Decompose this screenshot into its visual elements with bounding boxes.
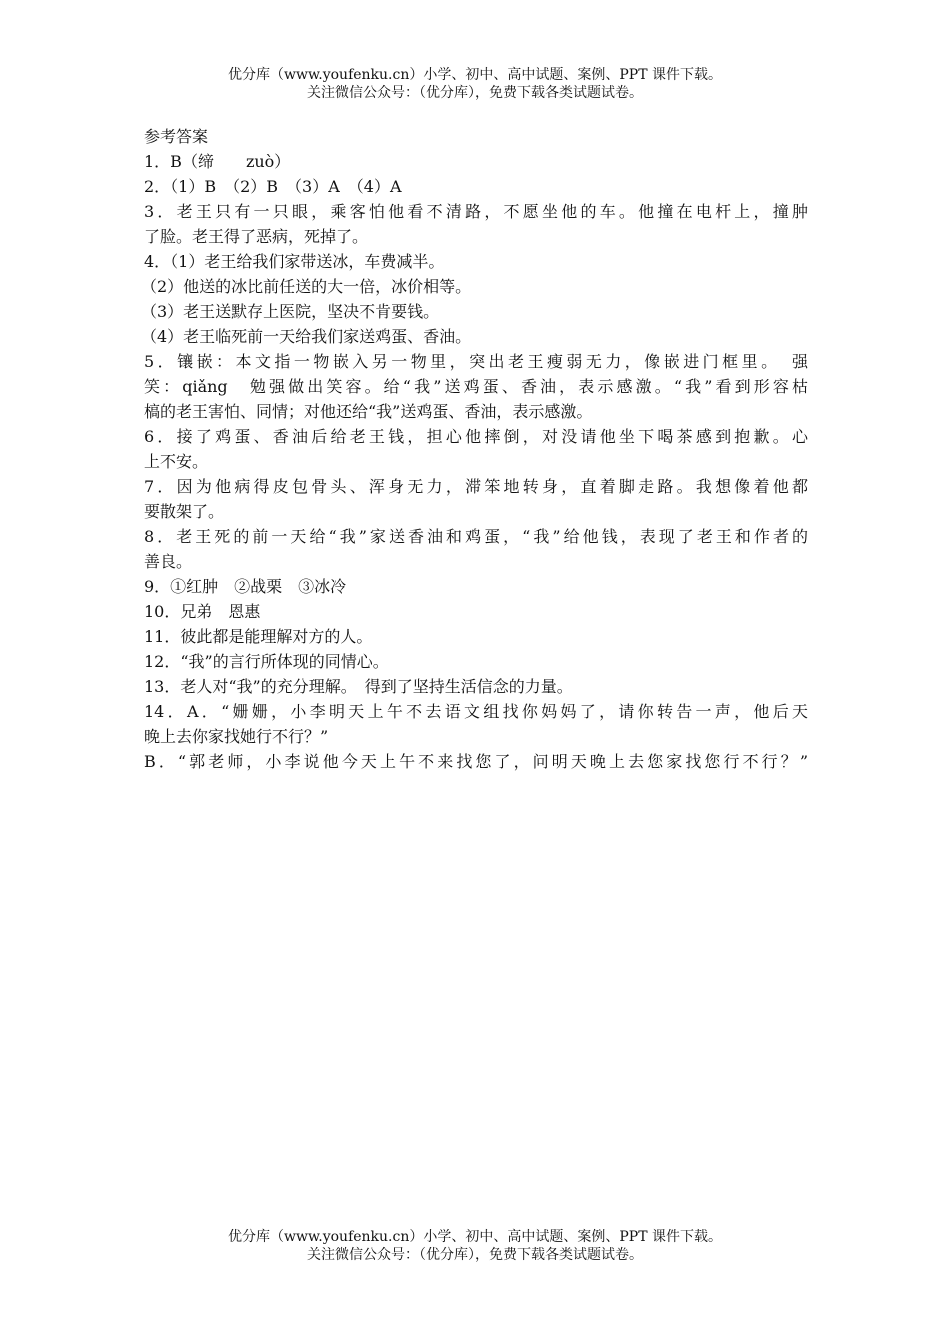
answer-q6-line-1: 6．接了鸡蛋、香油后给老王钱，担心他摔倒，对没请他坐下喝茶感到抱歉。心 [144,427,808,446]
footer-line-1: 优分库（www.youfenku.cn）小学、初中、高中试题、案例、PPT 课件下载。 [227,1229,722,1245]
answer-q11: 11．彼此都是能理解对方的人。 [144,627,373,646]
answer-q4-line-2: （2）他送的冰比前任送的大一倍，冰价相等。 [141,277,472,296]
answer-q14-line-1: 14．A．“姗姗，小李明天上午不去语文组找你妈妈了，请你转告一声，他后天 [144,702,808,721]
answer-q8-line-2: 善良。 [144,552,193,571]
answer-q1: 1．B（缔 zuò） [144,152,291,171]
answer-q8-line-1: 8．老王死的前一天给“我”家送香油和鸡蛋，“我”给他钱，表现了老王和作者的 [144,527,808,546]
answer-q2: 2．（1）B （2）B （3）A （4）A [144,177,402,196]
answer-q12: 12．“我”的言行所体现的同情心。 [144,652,389,671]
answer-q13: 13．老人对“我”的充分理解。 得到了坚持生活信念的力量。 [144,677,573,696]
answer-q4-line-1: 4．（1）老王给我们家带送冰，车费减半。 [144,252,445,271]
header-line-1: 优分库（www.youfenku.cn）小学、初中、高中试题、案例、PPT 课件下载。 [227,67,722,83]
answer-q7-line-2: 要散架了。 [144,502,225,521]
header-line-2: 关注微信公众号：（优分库），免费下载各类试题试卷。 [307,85,643,101]
answer-q5-line-1: 5．镶嵌：本文指一物嵌入另一物里，突出老王瘦弱无力，像嵌进门框里。 强 [144,352,808,371]
answer-q3-line-2: 了脸。老王得了恶病，死掉了。 [144,227,369,246]
answer-q5-line-2: 笑：qiǎng 勉强做出笑容。给“我”送鸡蛋、香油，表示感激。“我”看到形容枯 [144,377,808,396]
answer-q3-line-1: 3．老王只有一只眼，乘客怕他看不清路，不愿坐他的车。他撞在电杆上，撞肿 [144,202,808,221]
answer-q6-line-2: 上不安。 [144,452,209,471]
answer-q9: 9．①红肿 ②战栗 ③冰冷 [144,577,347,596]
answer-q5-line-3: 槁的老王害怕、同情；对他还给“我”送鸡蛋、香油，表示感激。 [144,402,593,421]
footer-line-2: 关注微信公众号：（优分库），免费下载各类试题试卷。 [307,1247,643,1263]
answer-q7-line-1: 7．因为他病得皮包骨头、浑身无力，滞笨地转身，直着脚走路。我想像着他都 [144,477,808,496]
answer-q10: 10．兄弟 恩惠 [144,602,261,621]
answer-q4-line-4: （4）老王临死前一天给我们家送鸡蛋、香油。 [141,327,472,346]
page-footer [0,1228,950,1264]
answer-q14-line-2: 晚上去你家找她行不行？” [144,727,329,746]
answer-title: 参考答案 [144,127,209,146]
page-header [0,66,950,102]
answer-section [141,124,808,774]
answer-q4-line-3: （3）老王送默存上医院，坚决不肯要钱。 [141,302,440,321]
answer-q14-line-3: B．“郭老师，小李说他今天上午不来找您了，问明天晚上去您家找您行不行？” [144,752,808,771]
